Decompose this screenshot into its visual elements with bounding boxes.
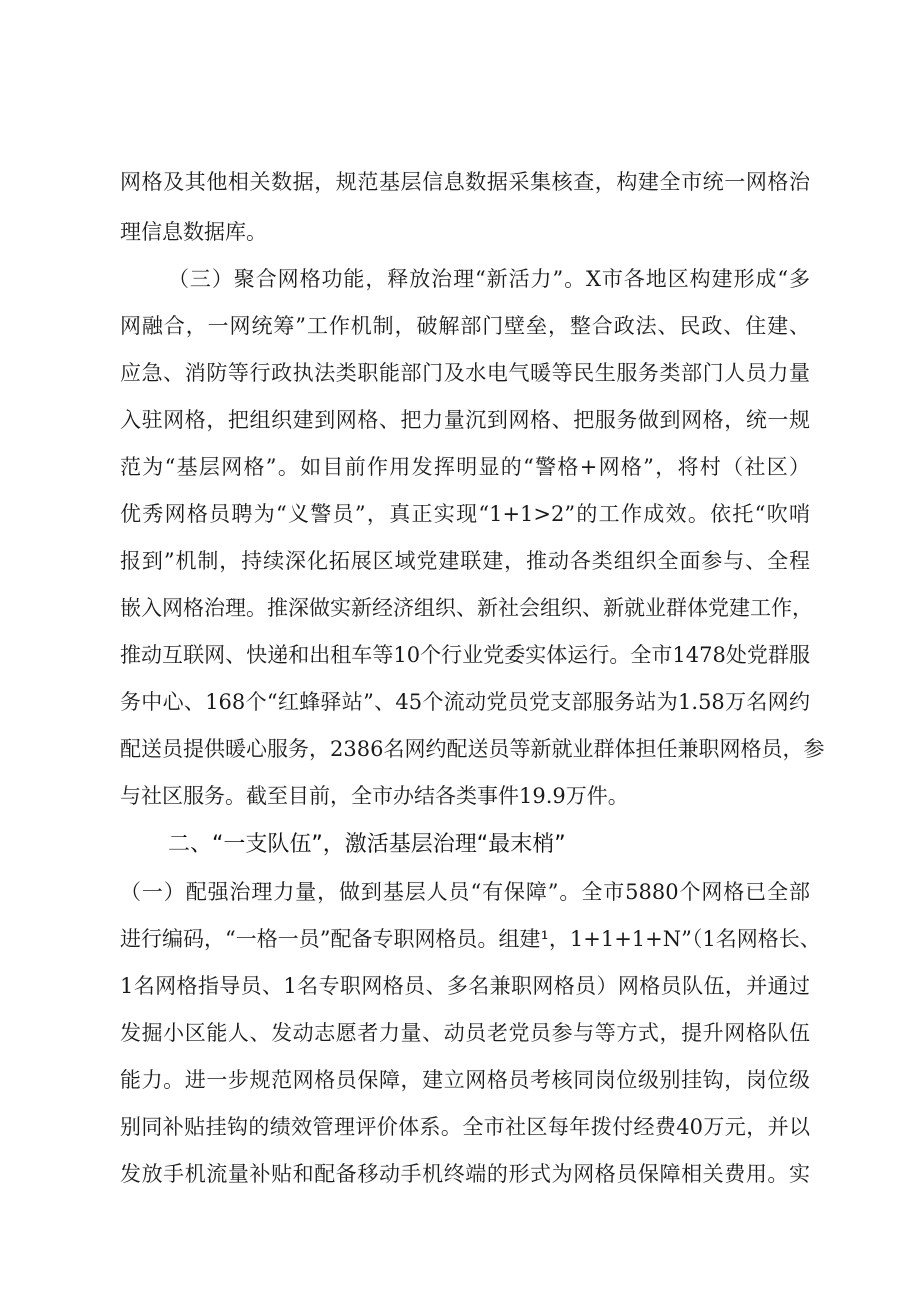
paragraph-line: 务中心、168个“红蜂驿站”、45个流动党员党支部服务站为1.58万名网约	[120, 690, 810, 714]
paragraph-line: 推动互联网、快递和出租车等10个行业党委实体运行。全市1478处党群服	[120, 643, 810, 667]
paragraph-line: （一）配强治理力量，做到基层人员“有保障”。全市5880个网格已全部	[120, 880, 810, 904]
paragraph-line: 与社区服务。截至目前，全市办结各类事件19.9万件。	[120, 784, 629, 808]
paragraph-line: 进行编码，“一格一员”配备专职网格员。组建¹，1+1+1+N”（1名网格长、	[120, 927, 821, 951]
paragraph-line: 配送员提供暖心服务，2386名网约配送员等新就业群体担任兼职网格员，参	[120, 737, 825, 761]
paragraph-line: 范为“基层网格”。如目前作用发挥明显的“警格+网格”，将村（社区）	[120, 455, 810, 479]
paragraph-line: 应急、消防等行政执法类职能部门及水电气暖等民生服务类部门人员力量	[120, 361, 810, 385]
paragraph-line: 网格及其他相关数据，规范基层信息数据采集核查，构建全市统一网格治	[120, 170, 810, 194]
paragraph-line: 发放手机流量补贴和配备移动手机终端的形式为网格员保障相关费用。实	[120, 1162, 810, 1186]
paragraph-line: 发掘小区能人、发动志愿者力量、动员老党员参与等方式，提升网格队伍	[120, 1021, 810, 1045]
paragraph-line: （三）聚合网格功能，释放治理“新活力”。X市各地区构建形成“多	[168, 267, 810, 291]
paragraph-line: 能力。进一步规范网格员保障，建立网格员考核同岗位级别挂钩，岗位级	[120, 1068, 810, 1092]
paragraph-line: 嵌入网格治理。推深做实新经济组织、新社会组织、新就业群体党建工作，	[120, 596, 813, 620]
paragraph-line: 1名网格指导员、1名专职网格员、多名兼职网格员）网格员队伍，并通过	[120, 974, 810, 998]
section-heading: 二、“一支队伍”，激活基层治理“最末梢”	[168, 832, 566, 857]
paragraph-line: 报到”机制，持续深化拓展区域党建联建，推动各类组织全面参与、全程	[120, 549, 810, 573]
paragraph-line: 入驻网格，把组织建到网格、把力量沉到网格、把服务做到网格，统一规	[120, 408, 810, 432]
paragraph-line: 网融合，一网统筹”工作机制，破解部门壁垒，整合政法、民政、住建、	[120, 314, 810, 338]
paragraph-line: 理信息数据库。	[120, 220, 267, 244]
paragraph-line: 优秀网格员聘为“义警员”，真正实现“1+1>2”的工作成效。依托“吹哨	[120, 502, 810, 526]
paragraph-line: 别同补贴挂钩的绩效管理评价体系。全市社区每年拨付经费40万元，并以	[120, 1115, 810, 1139]
